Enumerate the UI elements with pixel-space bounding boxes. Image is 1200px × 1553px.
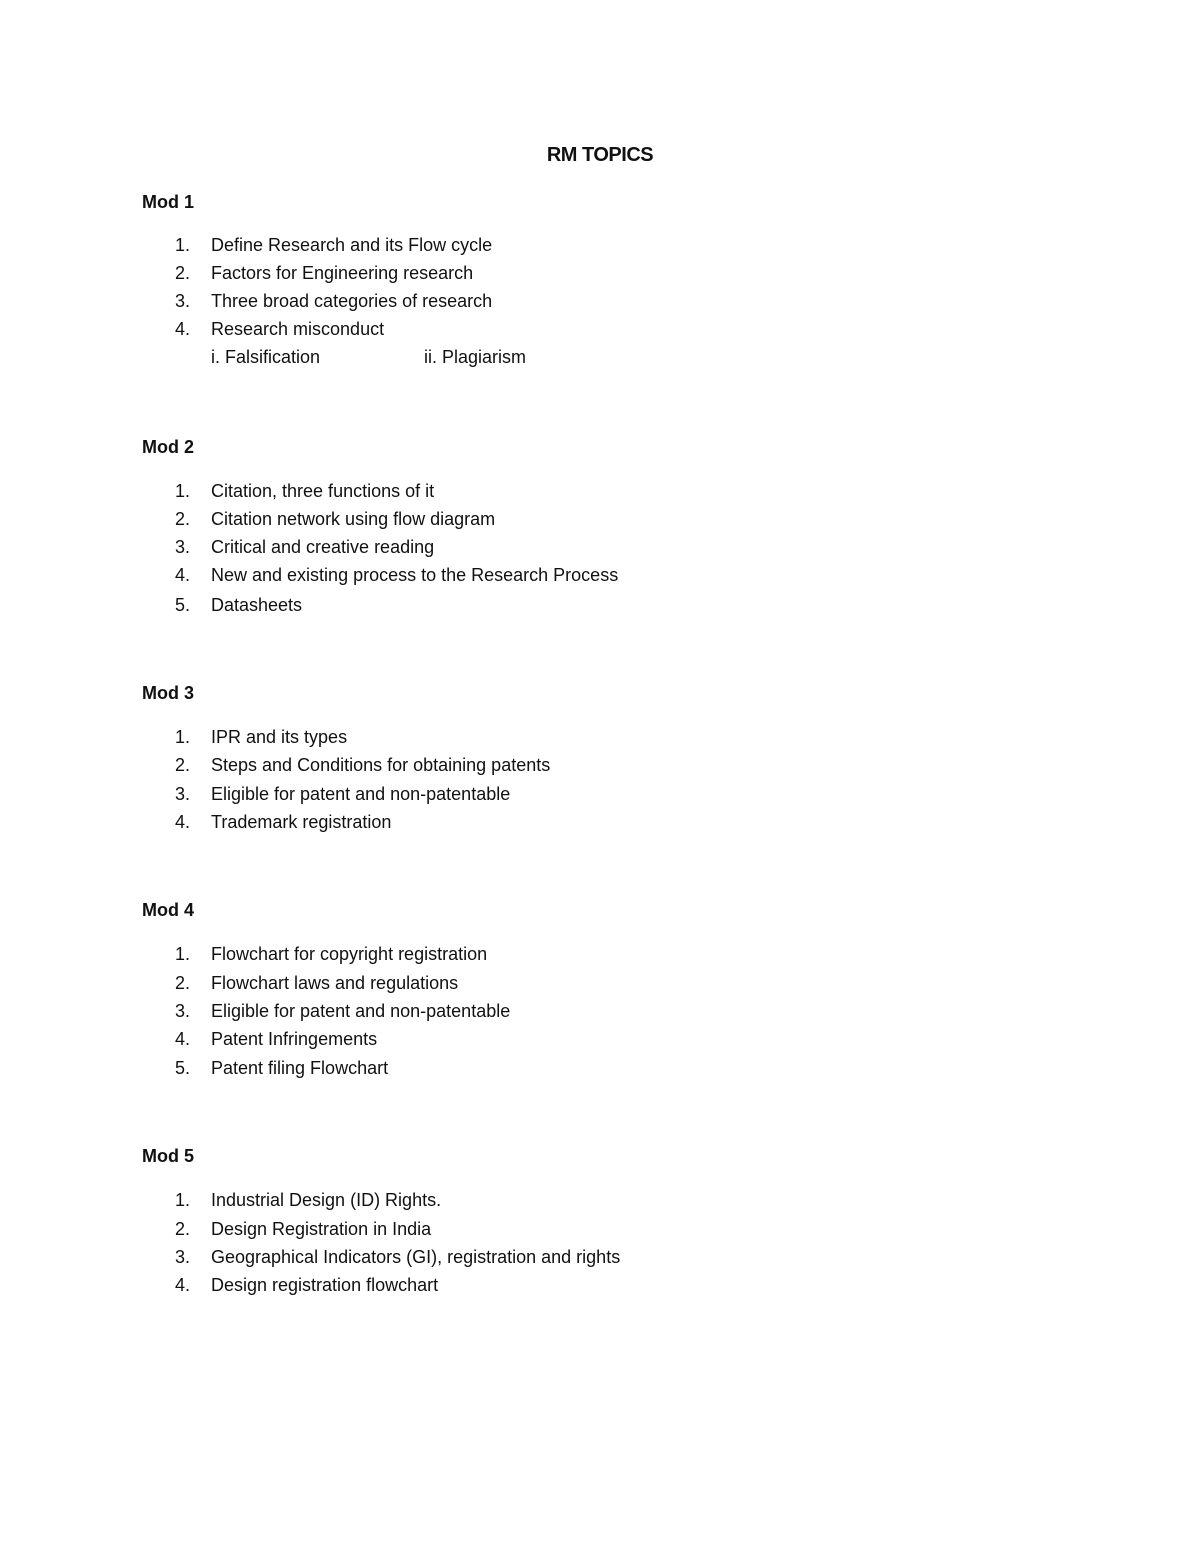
list-text: Datasheets <box>211 595 303 615</box>
list-text: IPR and its types <box>211 727 348 747</box>
list-number: 2. <box>175 973 191 993</box>
module-heading: Mod 1 <box>142 192 194 212</box>
list-text: Design Registration in India <box>211 1219 432 1239</box>
list-number: 2. <box>175 1219 191 1239</box>
list-number: 4. <box>175 319 191 339</box>
list-number: 3. <box>175 537 191 557</box>
list-number: 3. <box>175 291 191 311</box>
list-number: 4. <box>175 812 191 832</box>
list-text: Geographical Indicators (GI), registration and rights <box>211 1247 621 1267</box>
list-text: Eligible for patent and non-patentable <box>211 1001 511 1021</box>
list-text: Research misconduct <box>211 319 385 339</box>
list-number: 2. <box>175 509 191 529</box>
list-text: Eligible for patent and non-patentable <box>211 784 511 804</box>
list-text: Trademark registration <box>211 812 392 832</box>
list-number: 4. <box>175 565 191 585</box>
list-number: 2. <box>175 755 191 775</box>
list-number: 3. <box>175 1001 191 1021</box>
list-text: Flowchart for copyright registration <box>211 944 488 964</box>
list-number: 1. <box>175 235 191 255</box>
list-text: Patent filing Flowchart <box>211 1058 389 1078</box>
list-text: Citation, three functions of it <box>211 481 435 501</box>
list-text: Three broad categories of research <box>211 291 493 311</box>
list-text: Flowchart laws and regulations <box>211 973 459 993</box>
module-heading: Mod 4 <box>142 900 194 920</box>
list-number: 1. <box>175 944 191 964</box>
module-heading: Mod 3 <box>142 683 194 703</box>
list-text: Define Research and its Flow cycle <box>211 235 493 255</box>
list-number: 1. <box>175 727 191 747</box>
document-title: RM TOPICS <box>546 144 654 166</box>
list-number: 2. <box>175 263 191 283</box>
list-text: Factors for Engineering research <box>211 263 474 283</box>
list-text: Patent Infringements <box>211 1029 378 1049</box>
list-text: Design registration flowchart <box>211 1275 439 1295</box>
list-number: 4. <box>175 1029 191 1049</box>
list-number: 4. <box>175 1275 191 1295</box>
list-text: Industrial Design (ID) Rights. <box>211 1190 442 1210</box>
list-number: 5. <box>175 595 191 615</box>
list-text: Citation network using flow diagram <box>211 509 496 529</box>
list-number: 3. <box>175 1247 191 1267</box>
list-number: 1. <box>175 1190 191 1210</box>
list-number: 1. <box>175 481 191 501</box>
list-number: 3. <box>175 784 191 804</box>
sub-item: i. Falsification <box>211 347 321 367</box>
module-heading: Mod 2 <box>142 437 194 457</box>
list-text: Steps and Conditions for obtaining patents <box>211 755 551 775</box>
list-text: New and existing process to the Research Process <box>211 565 619 585</box>
module-heading: Mod 5 <box>142 1146 194 1166</box>
list-number: 5. <box>175 1058 191 1078</box>
sub-item: ii. Plagiarism <box>424 347 527 367</box>
list-text: Critical and creative reading <box>211 537 435 557</box>
